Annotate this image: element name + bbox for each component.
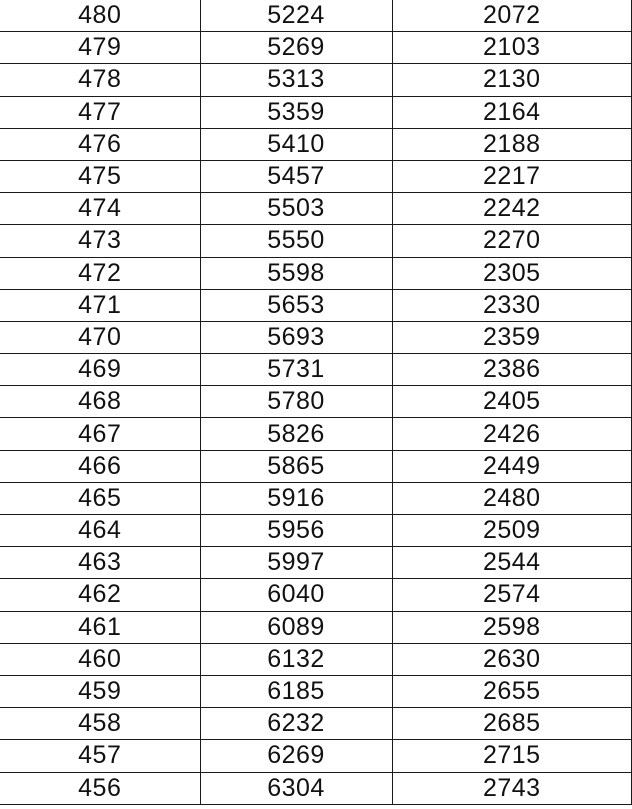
table-row	[0, 64, 632, 96]
table-row	[0, 579, 632, 611]
cumulative-cell: 2449	[392, 450, 632, 482]
score-cell: 472	[0, 257, 200, 289]
score-cell: 462	[0, 579, 200, 611]
table-row	[0, 772, 632, 804]
count-cell: 5224	[200, 0, 392, 32]
cumulative-cell: 2480	[392, 482, 632, 514]
cumulative-cell: 2715	[392, 740, 632, 772]
table-row	[0, 160, 632, 192]
count-cell: 6232	[200, 708, 392, 740]
score-cell: 468	[0, 386, 200, 418]
count-cell: 6185	[200, 675, 392, 707]
cumulative-cell: 2072	[392, 0, 632, 32]
table-row	[0, 257, 632, 289]
cumulative-cell: 2509	[392, 515, 632, 547]
cumulative-cell: 2685	[392, 708, 632, 740]
count-cell: 5313	[200, 64, 392, 96]
score-cell: 463	[0, 547, 200, 579]
table-row	[0, 321, 632, 353]
score-cell: 464	[0, 515, 200, 547]
count-cell: 5693	[200, 321, 392, 353]
count-cell: 5550	[200, 225, 392, 257]
score-cell: 457	[0, 740, 200, 772]
table-row	[0, 0, 632, 32]
cumulative-cell: 2103	[392, 32, 632, 64]
cumulative-cell: 2743	[392, 772, 632, 804]
table-row	[0, 515, 632, 547]
cumulative-cell: 2130	[392, 64, 632, 96]
count-cell: 5956	[200, 515, 392, 547]
table-row	[0, 289, 632, 321]
table-row	[0, 225, 632, 257]
score-cell: 473	[0, 225, 200, 257]
table-row	[0, 547, 632, 579]
table-row	[0, 611, 632, 643]
cumulative-cell: 2630	[392, 643, 632, 675]
count-cell: 5598	[200, 257, 392, 289]
score-cell: 467	[0, 418, 200, 450]
table-row	[0, 386, 632, 418]
table-row	[0, 354, 632, 386]
table-row	[0, 708, 632, 740]
cumulative-cell: 2544	[392, 547, 632, 579]
cumulative-cell: 2359	[392, 321, 632, 353]
score-cell: 479	[0, 32, 200, 64]
cumulative-cell: 2330	[392, 289, 632, 321]
count-cell: 5457	[200, 160, 392, 192]
count-cell: 6089	[200, 611, 392, 643]
table-row	[0, 32, 632, 64]
score-cell: 475	[0, 160, 200, 192]
score-cell: 456	[0, 772, 200, 804]
count-cell: 5269	[200, 32, 392, 64]
count-cell: 5653	[200, 289, 392, 321]
score-cell: 469	[0, 354, 200, 386]
count-cell: 6304	[200, 772, 392, 804]
count-cell: 6040	[200, 579, 392, 611]
count-cell: 5410	[200, 128, 392, 160]
cumulative-cell: 2574	[392, 579, 632, 611]
score-cell: 465	[0, 482, 200, 514]
cumulative-cell: 2188	[392, 128, 632, 160]
count-cell: 5780	[200, 386, 392, 418]
table-row	[0, 482, 632, 514]
table-row	[0, 675, 632, 707]
cumulative-cell: 2426	[392, 418, 632, 450]
table-row	[0, 450, 632, 482]
table-row	[0, 740, 632, 772]
table-row	[0, 193, 632, 225]
count-cell: 6269	[200, 740, 392, 772]
count-cell: 5916	[200, 482, 392, 514]
score-cell: 471	[0, 289, 200, 321]
count-cell: 5865	[200, 450, 392, 482]
count-cell: 5997	[200, 547, 392, 579]
cumulative-cell: 2270	[392, 225, 632, 257]
table-row	[0, 128, 632, 160]
cumulative-cell: 2598	[392, 611, 632, 643]
score-cell: 459	[0, 675, 200, 707]
score-cell: 477	[0, 96, 200, 128]
score-cell: 458	[0, 708, 200, 740]
cumulative-cell: 2305	[392, 257, 632, 289]
count-cell: 5503	[200, 193, 392, 225]
count-cell: 5359	[200, 96, 392, 128]
score-cell: 461	[0, 611, 200, 643]
score-cell: 476	[0, 128, 200, 160]
score-cell: 466	[0, 450, 200, 482]
table-row	[0, 643, 632, 675]
score-cell: 480	[0, 0, 200, 32]
score-cell: 460	[0, 643, 200, 675]
cumulative-cell: 2405	[392, 386, 632, 418]
count-cell: 5731	[200, 354, 392, 386]
cumulative-cell: 2217	[392, 160, 632, 192]
cumulative-cell: 2164	[392, 96, 632, 128]
cumulative-cell: 2386	[392, 354, 632, 386]
table-row	[0, 96, 632, 128]
score-cell: 478	[0, 64, 200, 96]
count-cell: 5826	[200, 418, 392, 450]
score-cell: 470	[0, 321, 200, 353]
score-cell: 474	[0, 193, 200, 225]
table-row	[0, 418, 632, 450]
cumulative-cell: 2655	[392, 675, 632, 707]
count-cell: 6132	[200, 643, 392, 675]
cumulative-cell: 2242	[392, 193, 632, 225]
